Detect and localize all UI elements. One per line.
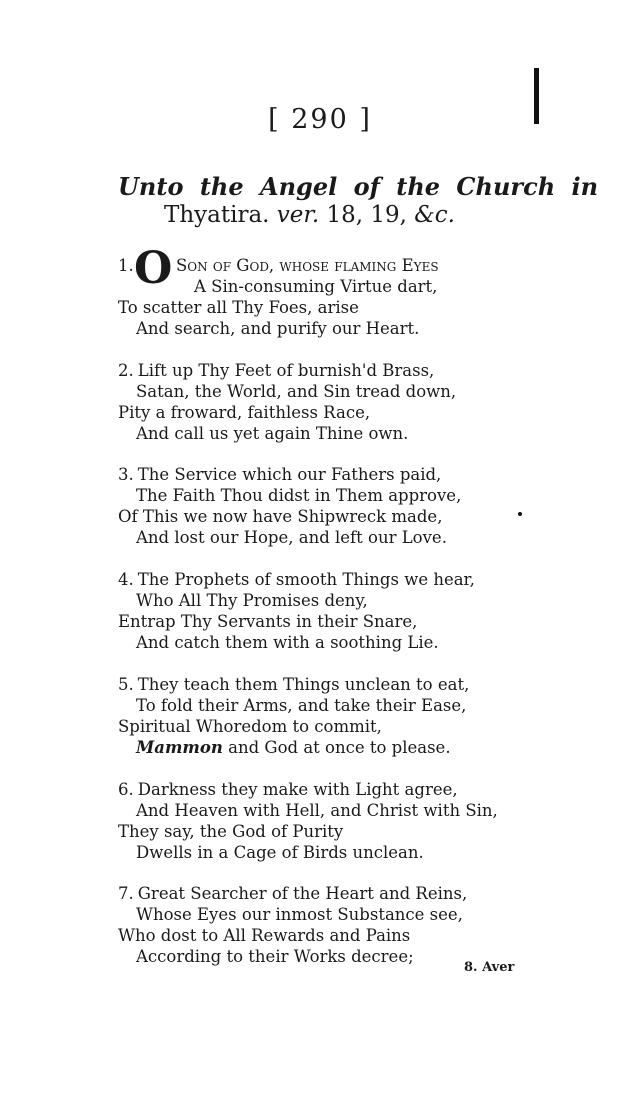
stanza-number: 5. <box>118 675 134 694</box>
verse-line <box>118 465 441 485</box>
verse-line: They say, the God of Purity <box>118 822 344 841</box>
catchword: 8. Aver <box>464 960 515 975</box>
subtitle-ver: ver. <box>276 202 320 228</box>
verse-text: and God at once to please. <box>228 738 451 757</box>
hymn-subtitle <box>164 202 524 228</box>
verse-line: Son of God, whose flaming Eyes <box>176 256 439 275</box>
subtitle-place: Thyatira. <box>164 202 270 228</box>
ink-dot <box>518 512 522 516</box>
verse-line: And Heaven with Hell, and Christ with Sin, <box>136 801 498 820</box>
verse-line: According to their Works decree; <box>136 947 414 966</box>
verse-line: Dwells in a Cage of Birds unclean. <box>136 843 424 862</box>
verse-line: And search, and purify our Heart. <box>136 319 420 338</box>
drop-cap-initial: O <box>134 243 173 294</box>
verse-line: Spiritual Whoredom to commit, <box>118 717 382 736</box>
verse-line: Entrap Thy Servants in their Snare, <box>118 612 418 631</box>
verse-line <box>118 675 469 695</box>
subtitle-etc: &c. <box>414 202 455 228</box>
verse-text: The Prophets of smooth Things we hear, <box>137 570 475 589</box>
verse-line <box>136 738 451 758</box>
stanza-number: 6. <box>118 780 134 799</box>
subtitle-numbers: 18, 19, <box>326 202 407 228</box>
verse-line <box>118 780 458 800</box>
page-number: [ 290 ] <box>268 104 372 135</box>
hymn-title: Unto the Angel of the Church in <box>118 172 599 201</box>
verse-line: And call us yet again Thine own. <box>136 424 409 443</box>
verse-line: The Faith Thou didst in Them approve, <box>136 486 462 505</box>
stanza-number: 1. <box>118 256 134 275</box>
verse-line: And lost our Hope, and left our Love. <box>136 528 447 547</box>
verse-text: The Service which our Fathers paid, <box>137 465 442 484</box>
verse-line: Whose Eyes our inmost Substance see, <box>136 905 463 924</box>
mammon-word: Mammon <box>136 738 223 757</box>
verse-line <box>118 570 475 590</box>
verse-line: Of This we now have Shipwreck made, <box>118 507 443 526</box>
verse-line: Satan, the World, and Sin tread down, <box>136 382 457 401</box>
verse-text: Darkness they make with Light agree, <box>137 780 458 799</box>
verse-line: Pity a froward, faithless Race, <box>118 403 371 422</box>
verse-line <box>118 884 467 904</box>
stanza-number: 2. <box>118 361 134 380</box>
verse-line: And catch them with a soothing Lie. <box>136 633 439 652</box>
verse-text: Lift up Thy Feet of burnish'd Brass, <box>137 361 435 380</box>
verse-line: To fold their Arms, and take their Ease, <box>136 696 467 715</box>
verse-line: Who dost to All Rewards and Pains <box>118 926 411 945</box>
stanza-number: 3. <box>118 465 134 484</box>
verse-line: To scatter all Thy Foes, arise <box>118 298 359 317</box>
stanza-number: 7. <box>118 884 134 903</box>
stanza-number: 4. <box>118 570 134 589</box>
verse-line <box>118 361 434 381</box>
verse-text: Great Searcher of the Heart and Reins, <box>137 884 468 903</box>
verse-line: A Sin-consuming Virtue dart, <box>194 277 438 296</box>
verse-line: Who All Thy Promises deny, <box>136 591 368 610</box>
verse-text: They teach them Things unclean to eat, <box>137 675 470 694</box>
